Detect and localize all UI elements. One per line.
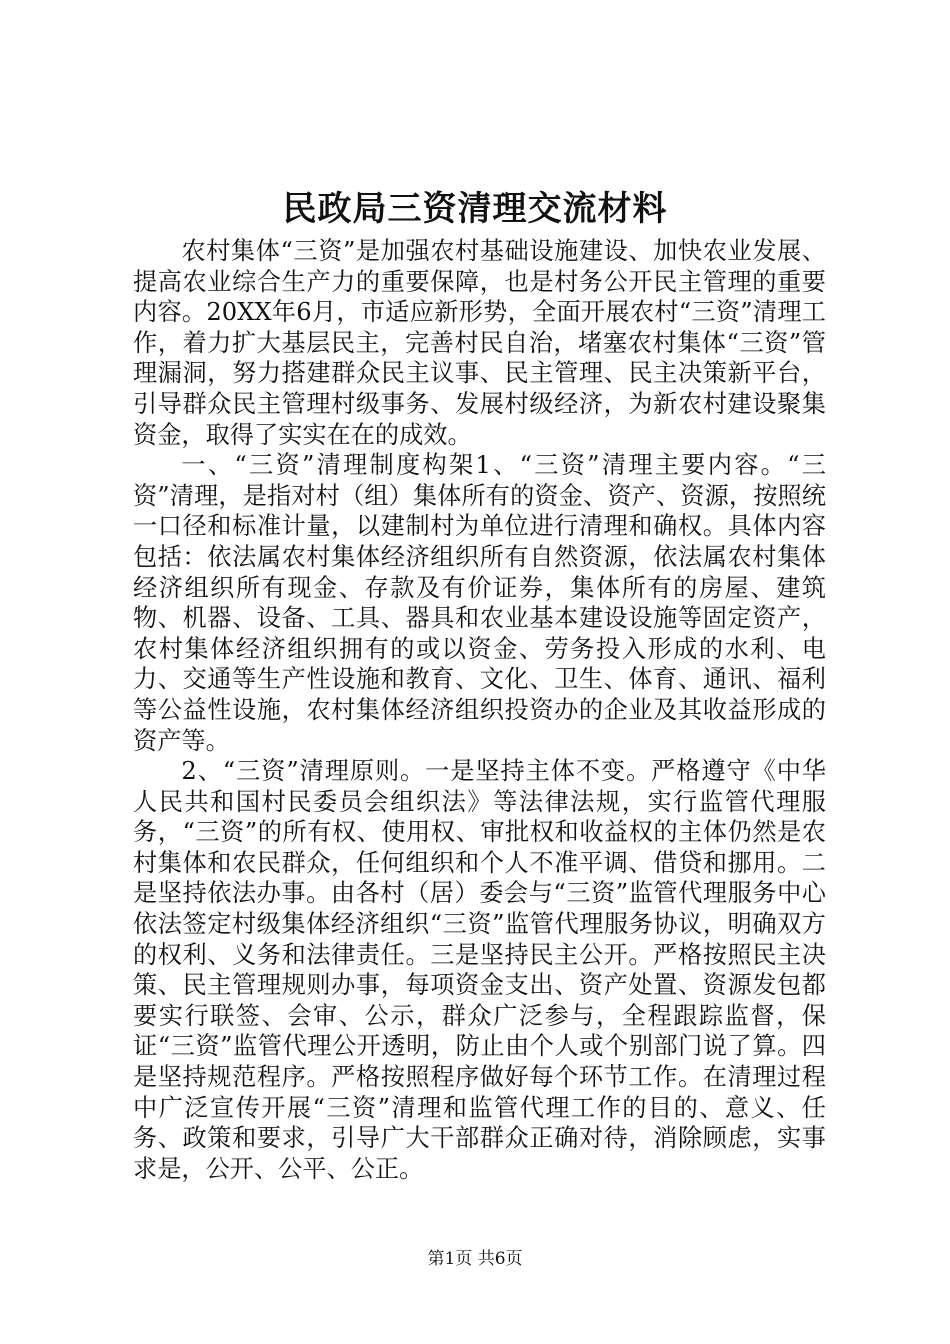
paragraph-section-2: 2、“三资”清理原则。一是坚持主体不变。严格遵守《中华人民共和国村民委员会组织法》等法律法规，实行监管代理服务，“三资”的所有权、使用权、审批权和收益权的主体仍然是农村集体和农民群众，任何组织和个人不准平调、借贷和挪用。二是坚持依法办事。由各村（居）委会与“三资”监管代理服务中心依法签定村级集体经济组织“三资”监管代理服务协议，明确双方的权利、义务和法律责任。三是坚持民主公开。严格按照民主决策、民主管理规则办事，每项资金支出、资产处置、资源发包都要实行联签、会审、公示，群众广泛参与，全程跟踪监督，保证“三资”监管代理公开透明，防止由个人或个别部门说了算。四是坚持规范程序。严格按照程序做好每个环节工作。在清理过程中广泛宣传开展“三资”清理和监管代理工作的目的、意义、任务、政策和要求，引导广大干部群众正确对待，消除顾虑，实事求是，公开、公平、公正。 xyxy=(133,757,826,1183)
page-number-footer: 第1页 共6页 xyxy=(427,1249,523,1269)
paragraph-intro: 农村集体“三资”是加强农村基础设施建设、加快农业发展、提高农业综合生产力的重要保障，也是村务公开民主管理的重要内容。20XX年6月，市适应新形势，全面开展农村“三资”清理工作，着力扩大基层民主，完善村民自治，堵塞农村集体“三资”管理漏洞，努力搭建群众民主议事、民主管理、民主决策新平台，引导群众民主管理村级事务、发展村级经济，为新农村建设聚集资金，取得了实实在在的成效。 xyxy=(133,237,826,449)
document-body xyxy=(133,236,826,1184)
document-title: 民政局三资清理交流材料 xyxy=(282,189,668,229)
paragraph-section-1: 一、“三资”清理制度构架1、“三资”清理主要内容。“三资”清理，是指对村（组）集体所有的资金、资产、资源，按照统一口径和标准计量，以建制村为单位进行清理和确权。具体内容包括：依法属农村集体经济组织所有自然资源，依法属农村集体经济组织所有现金、存款及有价证券，集体所有的房屋、建筑物、机器、设备、工具、器具和农业基本建设设施等固定资产，农村集体经济组织拥有的或以资金、劳务投入形成的水利、电力、交通等生产性设施和教育、文化、卫生、体育、通讯、福利等公益性设施，农村集体经济组织投资办的企业及其收益形成的资产等。 xyxy=(133,451,826,755)
